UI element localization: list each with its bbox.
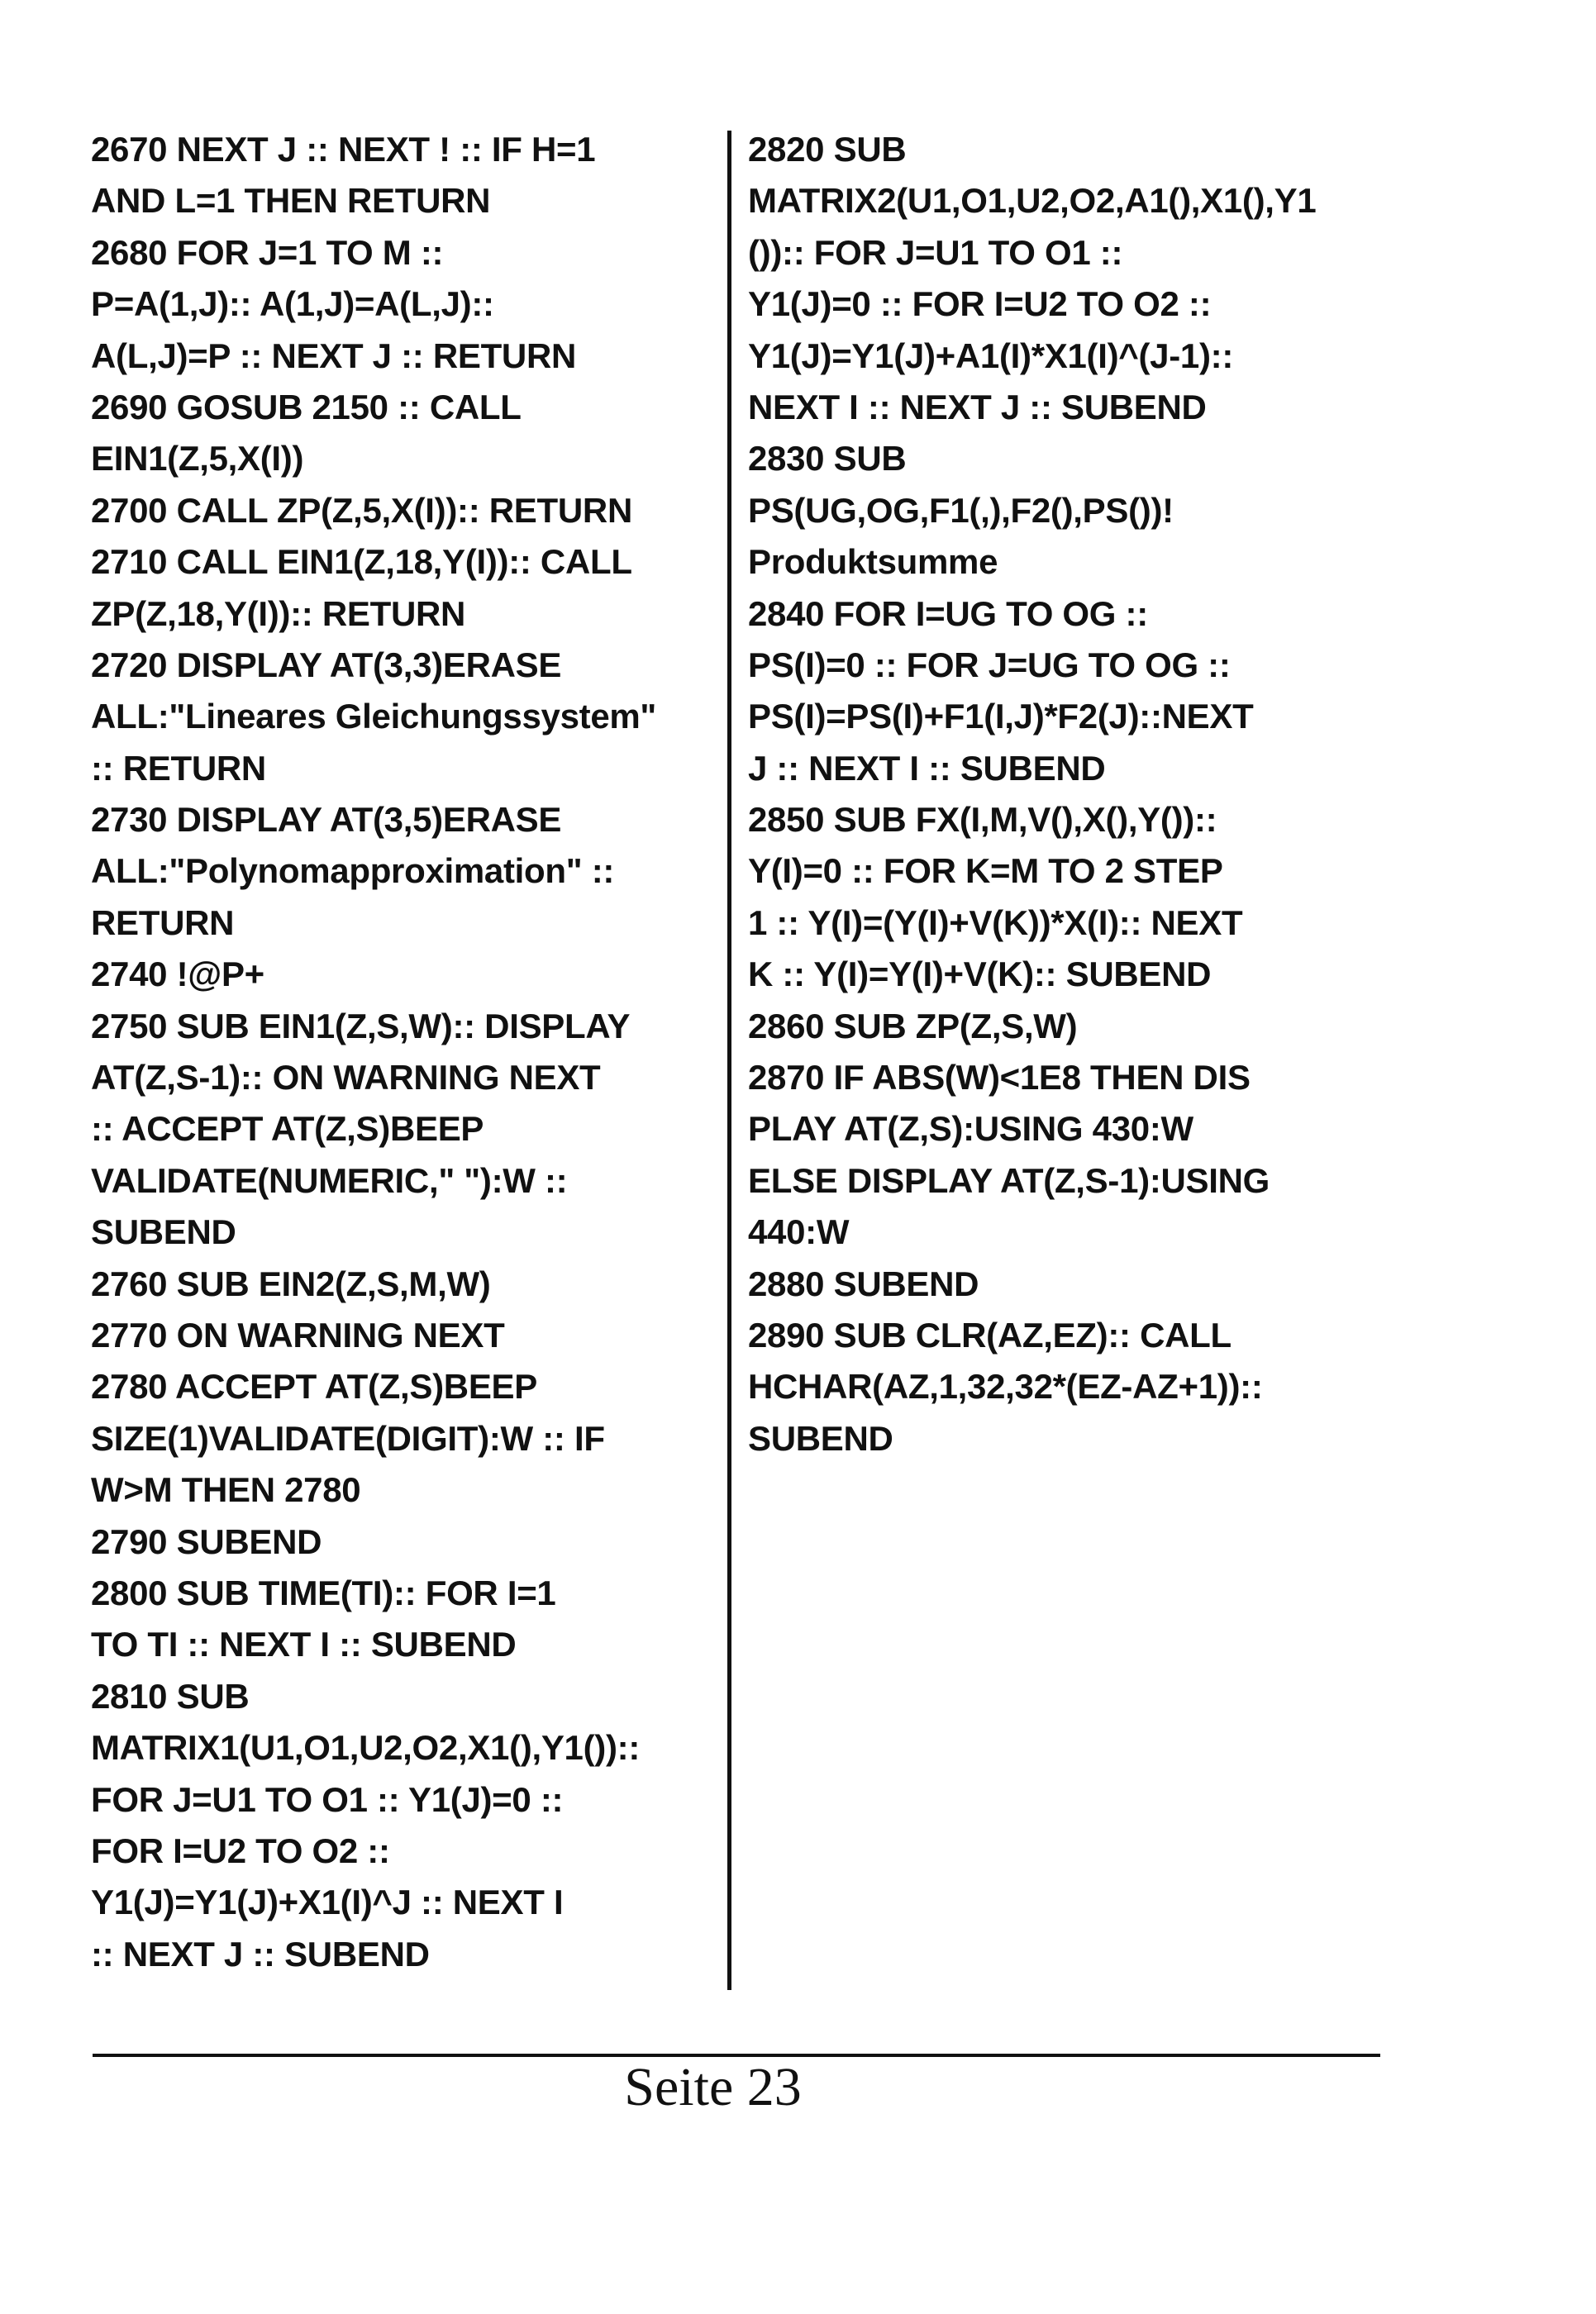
code-line: 2720 DISPLAY AT(3,3)ERASE — [91, 645, 562, 684]
code-line: 2790 SUBEND — [91, 1521, 322, 1561]
code-line: 2860 SUB ZP(Z,S,W) — [748, 1006, 1078, 1045]
code-line: W>M THEN 2780 — [91, 1470, 361, 1510]
code-line: ELSE DISPLAY AT(Z,S-1):USING — [748, 1160, 1270, 1200]
code-line: ALL:"Lineares Gleichungssystem" — [91, 697, 657, 736]
code-line: VALIDATE(NUMERIC," "):W :: — [91, 1160, 568, 1200]
code-line: Y1(J)=Y1(J)+A1(I)*X1(I)^(J-1):: — [748, 336, 1234, 375]
code-line: J :: NEXT I :: SUBEND — [748, 748, 1106, 788]
code-line: ()):: FOR J=U1 TO O1 :: — [748, 232, 1123, 272]
code-line: AND L=1 THEN RETURN — [91, 181, 491, 221]
code-line: 2810 SUB — [91, 1676, 250, 1716]
code-line: Y1(J)=Y1(J)+X1(I)^J :: NEXT I — [91, 1883, 564, 1922]
code-line: 2690 GOSUB 2150 :: CALL — [91, 387, 522, 426]
code-line: 2890 SUB CLR(AZ,EZ):: CALL — [748, 1315, 1232, 1355]
code-line: 2760 SUB EIN2(Z,S,M,W) — [91, 1264, 491, 1303]
code-line: SUBEND — [91, 1212, 236, 1252]
code-line: 2820 SUB — [748, 130, 907, 169]
left-code-column — [91, 124, 719, 1980]
code-line: 2770 ON WARNING NEXT — [91, 1315, 505, 1355]
code-line: A(L,J)=P :: NEXT J :: RETURN — [91, 336, 577, 375]
code-line: :: RETURN — [91, 748, 266, 788]
code-line: :: NEXT J :: SUBEND — [91, 1934, 430, 1974]
code-line: 2730 DISPLAY AT(3,5)ERASE — [91, 800, 562, 840]
code-line: 2740 !@P+ — [91, 955, 264, 994]
code-line: K :: Y(I)=Y(I)+V(K):: SUBEND — [748, 955, 1212, 994]
code-line: Y1(J)=0 :: FOR I=U2 TO O2 :: — [748, 284, 1212, 324]
code-line: 2880 SUBEND — [748, 1264, 979, 1303]
code-line: 2780 ACCEPT AT(Z,S)BEEP — [91, 1367, 537, 1407]
code-line: SIZE(1)VALIDATE(DIGIT):W :: IF — [91, 1418, 605, 1458]
right-code-column — [748, 124, 1401, 1464]
code-line: 2710 CALL EIN1(Z,18,Y(I)):: CALL — [91, 542, 632, 582]
code-line: HCHAR(AZ,1,32,32*(EZ-AZ+1)):: — [748, 1367, 1263, 1407]
code-line: 2750 SUB EIN1(Z,S,W):: DISPLAY — [91, 1006, 631, 1045]
code-line: Y(I)=0 :: FOR K=M TO 2 STEP — [748, 851, 1223, 891]
code-line: NEXT I :: NEXT J :: SUBEND — [748, 387, 1207, 426]
code-line: MATRIX1(U1,O1,U2,O2,X1(),Y1()):: — [91, 1728, 641, 1768]
code-line: 1 :: Y(I)=(Y(I)+V(K))*X(I):: NEXT — [748, 902, 1243, 942]
code-line: PS(I)=0 :: FOR J=UG TO OG :: — [748, 645, 1231, 684]
code-line: 2680 FOR J=1 TO M :: — [91, 232, 444, 272]
code-line: FOR J=U1 TO O1 :: Y1(J)=0 :: — [91, 1779, 564, 1819]
code-line: 2800 SUB TIME(TI):: FOR I=1 — [91, 1573, 556, 1612]
code-line: PLAY AT(Z,S):USING 430:W — [748, 1109, 1193, 1149]
code-line: 2850 SUB FX(I,M,V(),X(),Y()):: — [748, 800, 1217, 840]
code-line: P=A(1,J):: A(1,J)=A(L,J):: — [91, 284, 494, 324]
page-number: Seite 23 — [624, 2057, 802, 2117]
code-line: FOR I=U2 TO O2 :: — [91, 1831, 390, 1870]
code-line: Produktsumme — [748, 542, 998, 582]
code-line: AT(Z,S-1):: ON WARNING NEXT — [91, 1058, 601, 1097]
code-line: ALL:"Polynomapproximation" :: — [91, 851, 615, 891]
code-line: 2840 FOR I=UG TO OG :: — [748, 593, 1148, 633]
code-line: RETURN — [91, 902, 235, 942]
code-line: 2870 IF ABS(W)<1E8 THEN DIS — [748, 1058, 1251, 1097]
code-line: PS(UG,OG,F1(,),F2(),PS())! — [748, 490, 1174, 530]
code-line: TO TI :: NEXT I :: SUBEND — [91, 1625, 517, 1664]
code-line: 2830 SUB — [748, 439, 907, 479]
code-line: MATRIX2(U1,O1,U2,O2,A1(),X1(),Y1 — [748, 181, 1317, 221]
code-line: 2700 CALL ZP(Z,5,X(I)):: RETURN — [91, 490, 632, 530]
code-line: EIN1(Z,5,X(I)) — [91, 439, 304, 479]
code-line: PS(I)=PS(I)+F1(I,J)*F2(J)::NEXT — [748, 697, 1254, 736]
code-line: 2670 NEXT J :: NEXT ! :: IF H=1 — [91, 130, 596, 169]
code-line: 440:W — [748, 1212, 850, 1252]
code-line: ZP(Z,18,Y(I)):: RETURN — [91, 593, 466, 633]
code-line: SUBEND — [748, 1418, 893, 1458]
column-divider — [727, 131, 731, 1990]
code-line: :: ACCEPT AT(Z,S)BEEP — [91, 1109, 484, 1149]
